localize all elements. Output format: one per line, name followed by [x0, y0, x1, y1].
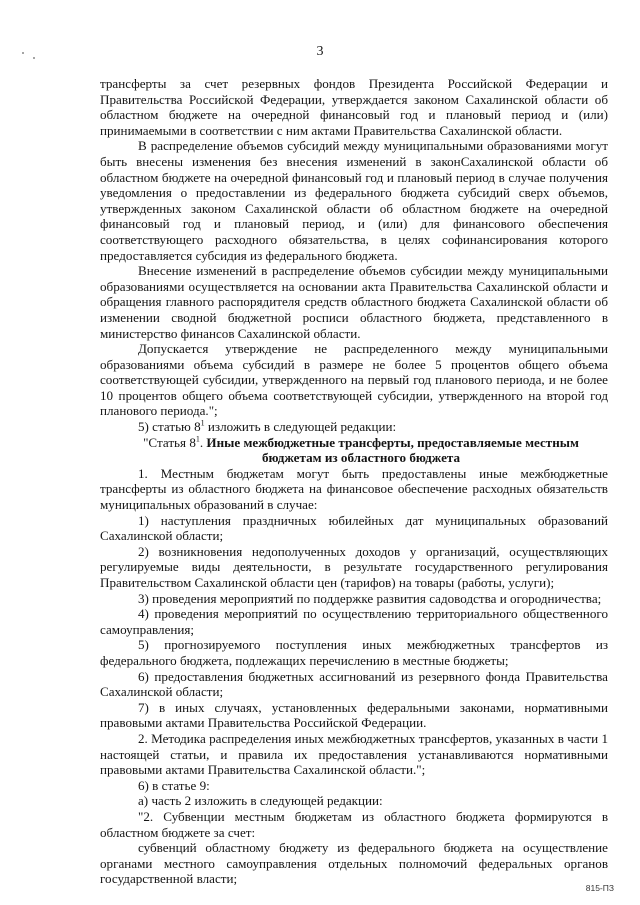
list-item: 3) проведения мероприятий по поддержке развития садоводства и огородничества; — [138, 590, 602, 606]
article-title: Иные межбюджетные трансферты, предоставляемые местным бюджетам из областного бюджета — [206, 434, 579, 466]
article-heading: "Статья $8^1$. Иные межбюджетные трансферты, предоставляемые местным бюджетам из областного бюджета — [143, 434, 579, 466]
amendment-subitem-a: а) часть 2 изложить в следующей редакции: — [138, 793, 383, 809]
document-code: 815-ПЗ — [585, 883, 614, 893]
paragraph: 1. Местным бюджетам могут быть предоставлены иные межбюджетные трансферты из областного бюджета на финансовое обеспечение расходных обязательств муниципальных образований в случае: — [100, 465, 608, 513]
paragraph: В распределение объемов субсидий между муниципальными образованиями могут быть внесены изменения без внесения изменений в законСахалинской области об областном бюджете на очередной финансовый год и плановый период в случае получения уведомления о предоставлении из федерального бюджета субсидий сверх объемов, утвержденных законом Сахалинской области об областном бюджете на очередной финансовый год и плановый период, и (или) для финансового обеспечения соответствующего расходного обязательства, в целях софинансирования которого предоставляется субсидия из федерального бюджета. — [100, 138, 608, 263]
list-item: 1) наступления праздничных юбилейных дат муниципальных образований Сахалинской области; — [100, 512, 608, 544]
paragraph: трансферты за счет резервных фондов Президента Российской Федерации и Правительства Российской Федерации, утверждается законом Сахалинской области об областном бюджете на очередной финансовый год и плановый период и (или) принимаемыми в соответствии с ним актами Правительства Сахалинской области. — [100, 76, 608, 138]
list-item: 5) прогнозируемого поступления иных межбюджетных трансфертов из федерального бюджета, подлежащих перечислению в местные бюджеты; — [100, 637, 608, 668]
list-item: 7) в иных случаях, установленных федеральными законами, нормативными правовыми актами Правительства Российской Федерации. — [100, 699, 608, 731]
amendment-item-6: 6) в статье 9: — [138, 777, 210, 793]
document-body — [100, 76, 608, 887]
paragraph: субвенций областному бюджету из федерального бюджета на осуществление органами местного самоуправления отдельных полномочий федеральных органов государственной власти; — [100, 840, 608, 887]
list-item: 2) возникновения недополученных доходов у организаций, осуществляющих регулируемые виды деятельности, в результате государственного регулирования Правительством Сахалинской области цен (тарифов) на товары (работы, услуги); — [100, 543, 608, 590]
page-number: 3 — [316, 44, 324, 59]
paragraph: Внесение изменений в распределение объемов субсидии между муниципальными образованиями осуществляется на основании акта Правительства Сахалинской области и обращения главного распорядителя средств областного бюджета Сахалинской области об изменении сводной бюджетной росписи областного бюджета, представленного в министерство финансов Сахалинской области. — [100, 263, 608, 341]
amendment-item-5: 5) статью $8^1$ изложить в следующей редакции: — [138, 418, 397, 435]
paragraph: 2. Методика распределения иных межбюджетных трансфертов, указанных в части 1 настоящей статьи, и правила их предоставления устанавливаются нормативными правовыми актами Правительства Сахалинской области."; — [100, 730, 608, 778]
list-item: 6) предоставления бюджетных ассигнований из резервного фонда Правительства Сахалинской области; — [100, 668, 608, 700]
list-item: 4) проведения мероприятий по осуществлению территориального общественного самоуправления; — [100, 606, 608, 637]
paragraph: "2. Субвенции местным бюджетам из областного бюджета формируются в областном бюджете за счет: — [100, 808, 608, 840]
paragraph: Допускается утверждение не распределенного между муниципальными образованиями объема субсидий в размере не более 5 процентов общего объема соответствующей субсидии, утвержденного на первый год планового периода, и не более 10 процентов общего объема соответствующей субсидии, утвержденного на второй год планового периода."; — [100, 341, 608, 419]
